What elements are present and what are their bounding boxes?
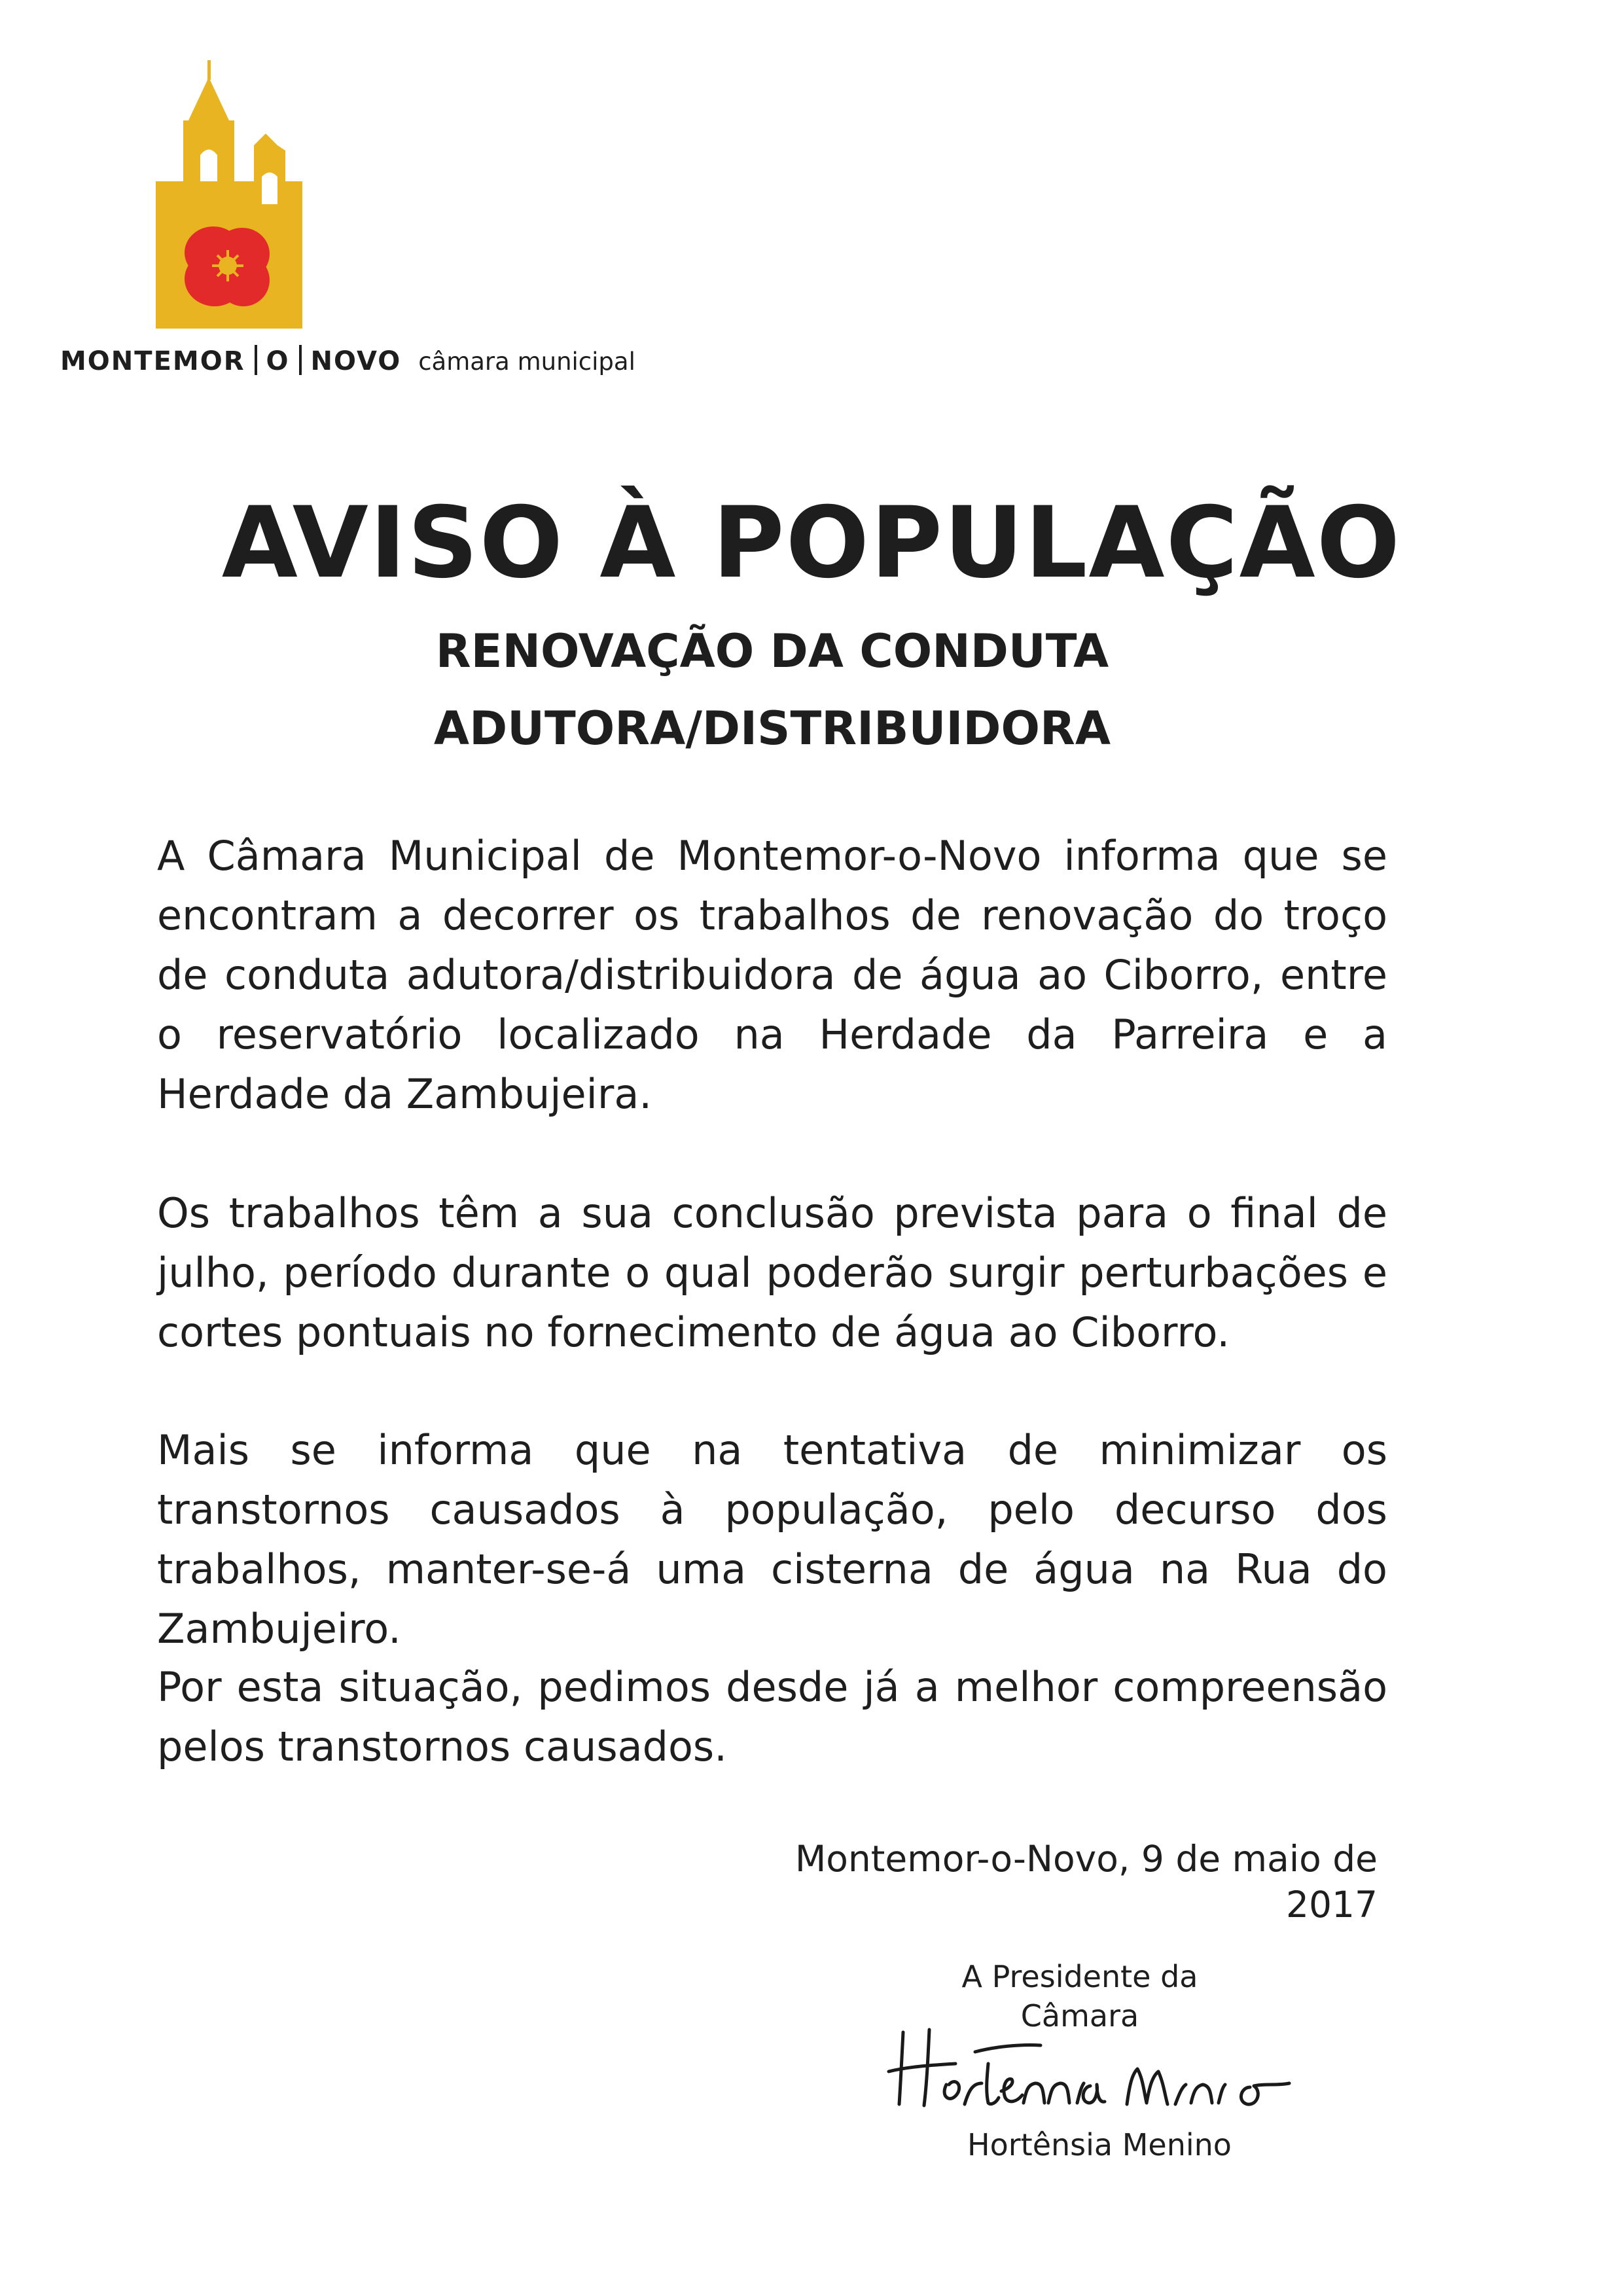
- signatory-name: Hortênsia Menino: [967, 2127, 1232, 2162]
- logo-wordmark: [60, 342, 635, 382]
- logo-name-part-3: NOVO: [310, 346, 402, 376]
- notice-paragraph: A Câmara Municipal de Montemor-o-Novo informa que se encontram a decorrer os trabalhos de renovação do troço de conduta adutora/distribuidora de água ao Ciborro, entre o reservatório localizado na Herdade da Parreira e a Herdade da Zambujeira.: [157, 832, 1387, 1118]
- logo-separator: [255, 345, 257, 375]
- municipal-logo: [60, 60, 636, 387]
- notice-title: AVISO À POPULAÇÃO: [221, 486, 1402, 600]
- logo-tagline: câmara municipal: [418, 348, 635, 376]
- notice-subtitle-line-1: RENOVAÇÃO DA CONDUTA: [435, 624, 1109, 678]
- handwritten-signature: [883, 2006, 1302, 2130]
- date-line: Montemor-o-Novo, 9 de maio de 2017: [794, 1838, 1378, 1926]
- logo-separator: [299, 345, 302, 375]
- tower-poppy-emblem-icon: [156, 60, 302, 329]
- logo-name-part-1: MONTEMOR: [60, 346, 245, 376]
- notice-paragraph: Mais se informa que na tentativa de minimizar os transtornos causados à população, pelo decurso dos trabalhos, manter-se-á uma cisterna de água na Rua do Zambujeiro.: [157, 1426, 1387, 1653]
- logo-name-part-2: O: [266, 346, 290, 376]
- signatory-role: A Presidente da Câmara: [961, 1959, 1198, 2034]
- notice-paragraph: Por esta situação, pedimos desde já a melhor compreensão pelos transtornos causados.: [157, 1663, 1387, 1770]
- notice-subtitle-line-2: ADUTORA/DISTRIBUIDORA: [433, 702, 1111, 755]
- notice-paragraph: Os trabalhos têm a sua conclusão prevista para o final de julho, período durante o qual poderão surgir perturbações e cortes pontuais no fornecimento de água ao Ciborro.: [157, 1189, 1387, 1356]
